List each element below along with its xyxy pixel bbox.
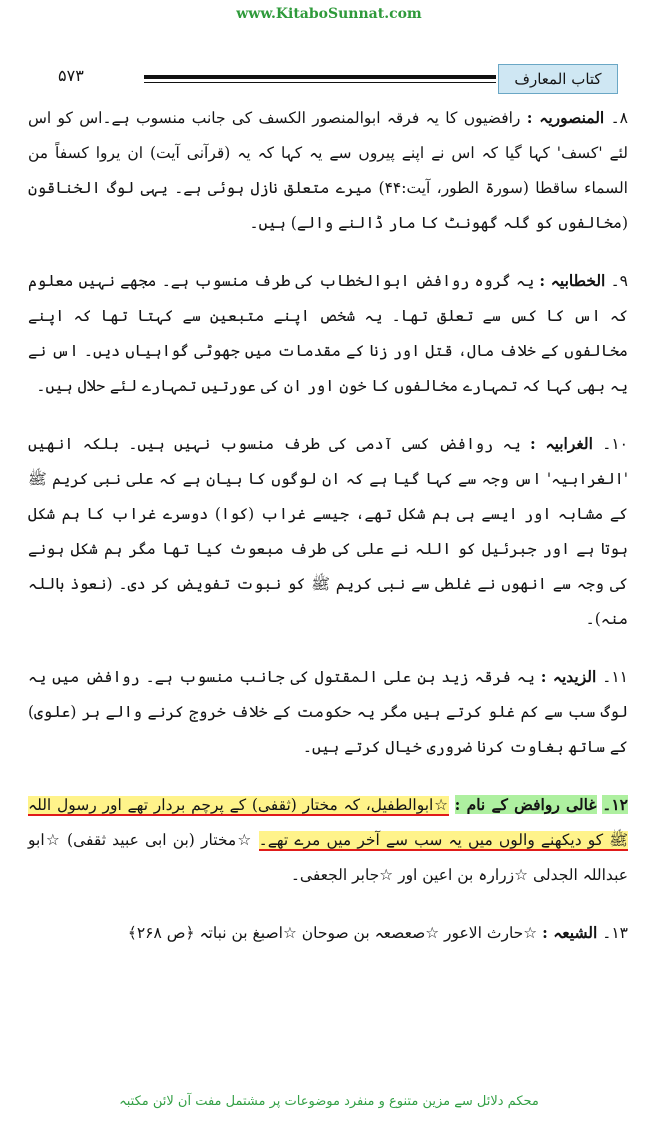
page-header [58,62,618,96]
section-term: الخطابیہ : [539,271,606,290]
section-number: ۱۱۔ [602,668,628,686]
page-number: ۵۷۳ [58,66,84,85]
section-term: الشیعہ : [542,923,598,942]
section-term: الزیدیہ : [540,667,597,686]
header-rule [144,75,496,79]
section-number-highlighted: ۱۲۔ [602,795,628,814]
site-url[interactable]: www.KitaboSunnat.com [236,6,422,22]
section-term: الغرابیہ : [529,434,593,453]
section-number: ۱۳۔ [602,924,628,942]
book-title-box: کتاب المعارف [498,64,618,94]
section-text: یہ روافض کسی آدمی کی طرف منسوب نہیں ہیں۔ بلکہ انھیں 'الغرابیہ' اس وجہ سے کہا گیا ہے کہ ان لوگوں کا بیان ہے کہ علی نبی کریم ﷺ کے مشابہ اور ایسے ہی ہم شکل تھے، جیسے غراب (کوا) دوسرے غراب کا ہم شکل ہوتا ہے اور جبرئیل کو اللہ نے علی کی طرف مبعوث کیا تھا مگر ہم شکل ہونے کی وجہ سے انھوں نے غلطی سے نبی کریم ﷺ کو نبوت تفویض کر دی۔ (نعوذ باللہ منہ)۔ [28,435,628,628]
section-text: ☆مختار (بن ابی عبید ثقفی) ☆ابو عبداللہ الجدلی ☆زرارہ بن اعین اور ☆جابر الجعفی۔ [28,831,628,884]
section-text: یہ فرقہ زید بن علی المقتول کی جانب منسوب ہے۔ روافض میں یہ لوگ سب سے کم غلو کرتے ہیں مگر یہ حکومت کے خلاف خروج کرنے والے ہر (علوی) کے ساتھ بغاوت کرنا ضروری خیال کرتے ہیں۔ [28,668,628,756]
section-number: ۹۔ [610,272,628,290]
section-10 [28,426,628,637]
section-term: المنصوریہ : [526,108,605,127]
page-content [28,100,628,973]
section-number: ۱۰۔ [602,435,628,453]
section-9 [28,263,628,404]
section-text: ☆حارث الاعور ☆صعصعہ بن صوحان ☆اصبغ بن نباتہ ﴿ص ۲۶۸﴾ [127,924,538,942]
header-rule-thin [144,82,496,83]
footer-tagline: محکم دلائل سے مزین متنوع و منفرد موضوعات پر مشتمل مفت آن لائن مکتبہ [119,1094,539,1109]
section-12 [28,787,628,893]
section-8 [28,100,628,241]
section-term-highlighted: غالی روافض کے نام : [454,795,597,814]
section-text: یہ گروہ روافض ابوالخطاب کی طرف منسوب ہے۔ مجھے نہیں معلوم کہ اس کا کس سے تعلق تھا۔ یہ شخص اپنے متبعین سے کہتا تھا کہ اپنے مخالفوں کے خلاف مال، قتل اور زنا کے مقدمات میں جھوٹی گواہیاں دیں۔ اس نے یہ بھی کہا کہ تمہارے مخالفوں کا خون اور ان کی عورتیں تمہارے لئے حلال ہیں۔ [28,272,628,395]
section-13 [28,915,628,951]
section-number: ۸۔ [610,109,628,127]
section-text: رافضیوں کا یہ فرقہ ابوالمنصور الکسف کی جانب منسوب ہے۔اس کو اس لئے 'کسف' کہا گیا کہ اس نے اپنے پیروں سے یہ کہا کہ یہ (قرآنی آیت) ان یروا کسفاً من السماء ساقطا (سورۃ الطور، آیت:۴۴) میرے متعلق نازل ہوئی ہے۔ یہی لوگ الخناقون (مخالفوں کو گلہ گھونٹ کا مار ڈالنے والے) ہیں۔ [28,109,628,232]
section-11 [28,659,628,765]
highlighted-text: ☆ابوالطفیل، کہ مختار (ثقفی) کے پرچم بردار تھے اور رسول اللہ ﷺ کو دیکھنے والوں میں یہ سب سے آخر میں مرے تھے۔ [28,796,628,849]
